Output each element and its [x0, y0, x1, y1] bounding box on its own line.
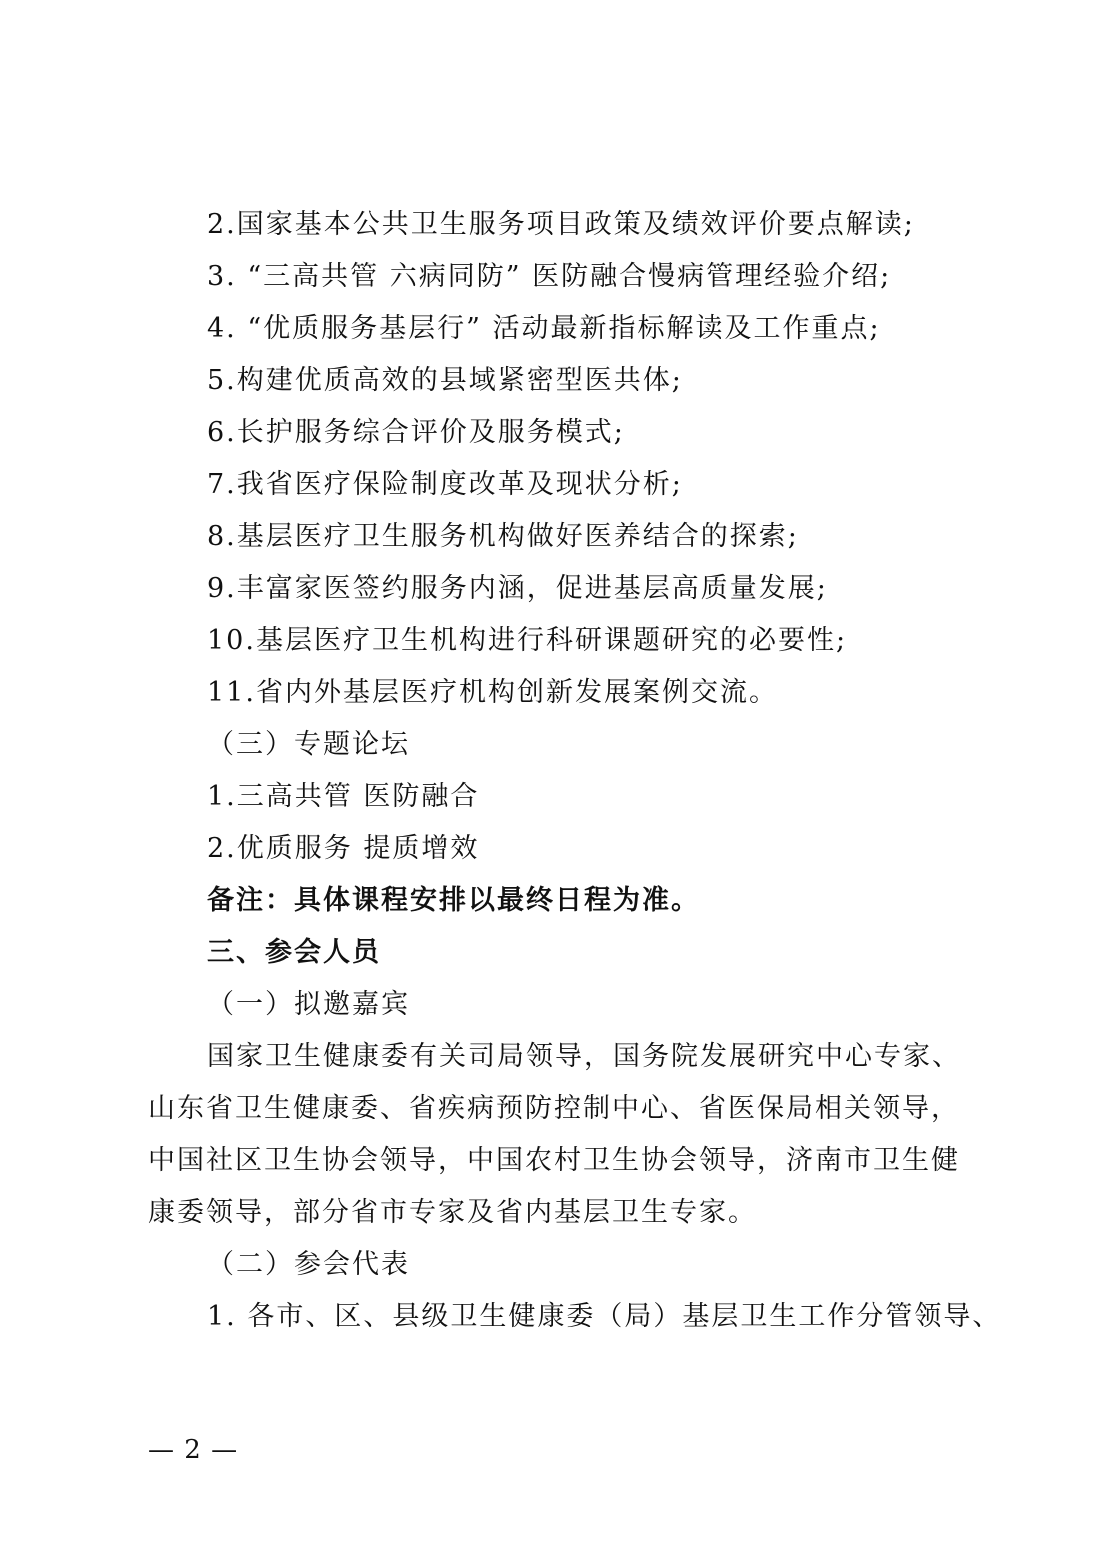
guests-paragraph-line: 中国社区卫生协会领导，中国农村卫生协会领导，济南市卫生健 [148, 1145, 960, 1176]
forum-heading: （三）专题论坛 [207, 729, 410, 760]
forum-item-2: 2.优质服务 提质增效 [207, 833, 480, 864]
topic-item-7: 7.我省医疗保险制度改革及现状分析; [207, 469, 683, 500]
page-number: — 2 — [148, 1435, 239, 1465]
topic-item-8: 8.基层医疗卫生服务机构做好医养结合的探索; [207, 521, 799, 552]
topic-item-4: 4. “优质服务基层行” 活动最新指标解读及工作重点; [207, 313, 881, 344]
topic-item-10: 10.基层医疗卫生机构进行科研课题研究的必要性; [207, 625, 848, 656]
guests-paragraph-line: 国家卫生健康委有关司局领导，国务院发展研究中心专家、 [207, 1041, 961, 1072]
forum-item-1: 1.三高共管 医防融合 [207, 781, 480, 812]
delegates-item-1: 1. 各市、区、县级卫生健康委（局）基层卫生工作分管领导、 [207, 1301, 1002, 1332]
section-three-heading: 三、参会人员 [207, 937, 381, 968]
delegates-heading: （二）参会代表 [207, 1249, 410, 1280]
topic-item-3: 3. “三高共管 六病同防” 医防融合慢病管理经验介绍; [207, 261, 892, 292]
guests-paragraph-line: 康委领导，部分省市专家及省内基层卫生专家。 [148, 1197, 757, 1228]
topic-item-2: 2.国家基本公共卫生服务项目政策及绩效评价要点解读; [207, 209, 915, 240]
guests-heading: （一）拟邀嘉宾 [207, 989, 410, 1020]
topic-item-6: 6.长护服务综合评价及服务模式; [207, 417, 625, 448]
topic-item-5: 5.构建优质高效的县域紧密型医共体; [207, 365, 683, 396]
schedule-note: 备注：具体课程安排以最终日程为准。 [207, 885, 700, 916]
topic-item-11: 11.省内外基层医疗机构创新发展案例交流。 [207, 677, 778, 708]
guests-paragraph-line: 山东省卫生健康委、省疾病预防控制中心、省医保局相关领导， [148, 1093, 960, 1124]
topic-item-9: 9.丰富家医签约服务内涵，促进基层高质量发展; [207, 573, 828, 604]
